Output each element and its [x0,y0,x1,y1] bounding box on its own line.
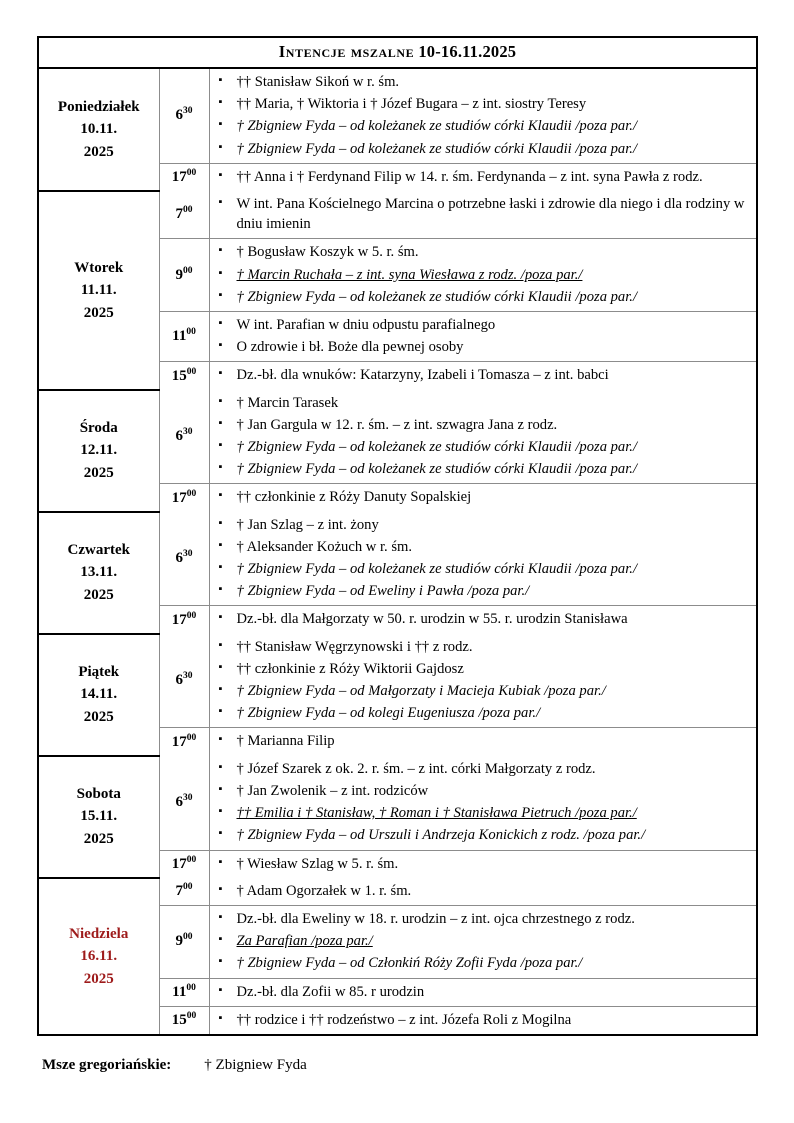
intentions-cell [209,905,757,978]
day-date: 11.11. [80,282,117,299]
intentions-cell [209,878,757,906]
table-row [38,191,757,239]
mass-time-minutes: 00 [183,205,193,216]
intention-item: ▪ †† Stanisław Węgrzynowski i †† z rodz. [214,636,751,658]
mass-time-minutes: 30 [183,427,193,438]
day-date: 15.11. [80,808,118,825]
day-cell-środa [38,390,159,512]
intentions-list [214,166,751,188]
intentions-cell [209,362,757,390]
intentions-list [214,193,751,235]
intention-item: ▪ † Zbigniew Fyda – od koleżanek ze studiów córki Klaudii /poza par./ [214,436,751,458]
day-name: Piątek [78,663,120,680]
intentions-list [214,636,751,725]
intention-item: ▪ † Zbigniew Fyda – od kolegi Eugeniusza /poza par./ [214,702,751,724]
mass-time-hour: 11 [172,983,187,1000]
table-row [38,390,757,484]
day-name: Wtorek [74,259,124,276]
intention-item: ▪ O zdrowie i bł. Boże dla pewnej osoby [214,336,751,358]
mass-time [159,390,209,484]
intentions-list [214,981,751,1003]
intention-item: ▪ † Aleksander Kożuch w r. śm. [214,536,751,558]
intentions-list [214,514,751,603]
day-year: 2025 [83,143,114,160]
mass-time-minutes: 00 [183,881,193,892]
table-row [38,878,757,906]
intention-item: ▪ Dz.-bł. dla Eweliny w 18. r. urodzin – z int. ojca chrzestnego z rodz. [214,908,751,930]
intentions-cell [209,634,757,728]
mass-time [159,728,209,756]
intention-item: ▪ W int. Pana Kościelnego Marcina o potrzebne łaski i zdrowie dla niego i dla rodziny w dniu imienin [214,193,751,235]
intention-item: ▪ † Zbigniew Fyda – od koleżanek ze studiów córki Klaudii /poza par./ [214,138,751,160]
intention-item: ▪ † Bogusław Koszyk w 5. r. śm. [214,241,751,263]
day-cell-sobota [38,756,159,878]
mass-time [159,850,209,878]
intentions-cell [209,163,757,191]
mass-time-minutes: 00 [186,854,197,865]
intention-item: ▪ † Zbigniew Fyda – od koleżanek ze studiów córki Klaudii /poza par./ [214,286,751,308]
mass-time-hour: 6 [175,794,183,811]
day-year: 2025 [83,586,114,603]
intentions-cell [209,68,757,163]
mass-time-minutes: 00 [186,488,197,499]
intentions-list [214,71,751,160]
day-date: 14.11. [80,686,118,703]
mass-time-hour: 7 [175,882,183,899]
intentions-list [214,758,751,847]
mass-time [159,239,209,312]
day-cell-czwartek [38,512,159,634]
intentions-cell [209,978,757,1006]
intention-text: †† Emilia i † Stanisław, † Roman i † Stanisława Pietruch /poza par./ [236,805,637,822]
mass-time [159,606,209,634]
intention-item [214,802,751,824]
mass-time [159,484,209,512]
intention-item: ▪ † Zbigniew Fyda – od Członkiń Róży Zofii Fyda /poza par./ [214,952,751,974]
mass-time [159,191,209,239]
day-year: 2025 [83,830,114,847]
table-row [38,68,757,163]
intention-item [214,264,751,286]
mass-time [159,878,209,906]
intention-item: ▪ † Jan Szlag – z int. żony [214,514,751,536]
intentions-cell [209,239,757,312]
table-row [38,512,757,606]
mass-time-hour: 6 [175,672,183,689]
intentions-cell [209,512,757,606]
day-cell-wtorek [38,191,159,390]
mass-time-minutes: 30 [183,671,193,682]
table-body [38,37,757,1035]
intention-item: ▪ † Marianna Filip [214,730,751,752]
intentions-list [214,392,751,481]
intention-text: Za Parafian /poza par./ [236,933,373,950]
mass-time-minutes: 00 [183,932,193,943]
mass-time-minutes: 00 [186,167,197,178]
intentions-list [214,908,751,975]
intention-item: ▪ † Józef Szarek z ok. 2. r. śm. – z int. córki Małgorzaty z rodz. [214,758,751,780]
mass-time [159,68,209,163]
day-name: Środa [79,419,118,436]
intentions-list [214,730,751,752]
intentions-list [214,486,751,508]
intentions-cell [209,756,757,850]
intention-item: ▪ † Jan Gargula w 12. r. śm. – z int. szwagra Jana z rodz. [214,414,751,436]
table-row [38,634,757,728]
intention-item: ▪ †† Anna i † Ferdynand Filip w 14. r. śm. Ferdynanda – z int. syna Pawła z rodz. [214,166,751,188]
mass-time [159,163,209,191]
mass-time-minutes: 00 [186,366,197,377]
mass-time-minutes: 00 [183,265,193,276]
intentions-cell [209,850,757,878]
intention-item: ▪ † Jan Zwolenik – z int. rodziców [214,780,751,802]
intentions-cell [209,484,757,512]
intentions-cell [209,390,757,484]
page-title [38,37,757,68]
mass-time [159,362,209,390]
intention-item: ▪ Dz.-bł. dla Zofii w 85. r urodzin [214,981,751,1003]
title-row [38,37,757,68]
intention-item [214,930,751,952]
mass-time [159,312,209,362]
intentions-list [214,880,751,902]
intentions-cell [209,1006,757,1035]
intentions-cell [209,312,757,362]
mass-time-minutes: 30 [183,793,193,804]
day-year: 2025 [83,304,114,321]
title-prefix: Intencje mszalne [278,42,415,61]
day-date: 12.11. [80,442,118,459]
day-cell-niedziela [38,878,159,1035]
intention-item: ▪ †† rodzice i †† rodzeństwo – z int. Józefa Roli z Mogilna [214,1009,751,1031]
intention-item: ▪ † Zbigniew Fyda – od Urszuli i Andrzeja Konickich z rodz. /poza par./ [214,824,751,846]
mass-time-hour: 6 [175,550,183,567]
title-date: 10-16.11.2025 [418,42,517,61]
mass-time-hour: 15 [171,367,187,384]
day-year: 2025 [83,464,114,481]
intention-item: ▪ †† Maria, † Wiktoria i † Józef Bugara – z int. siostry Teresy [214,93,751,115]
day-date: 10.11. [80,121,118,138]
intentions-cell [209,728,757,756]
mass-time-hour: 17 [171,168,187,185]
mass-time-hour: 17 [171,611,187,628]
mass-time-hour: 6 [175,428,183,445]
intention-item: ▪ †† członkinie z Róży Wiktorii Gajdosz [214,658,751,680]
intentions-cell [209,606,757,634]
intentions-list [214,314,751,358]
intentions-list [214,608,751,630]
gregorian-masses-label: Msze gregoriańskie: [42,1056,172,1073]
day-date: 13.11. [80,564,118,581]
mass-time [159,634,209,728]
table-row [38,756,757,850]
mass-time [159,905,209,978]
intention-item: ▪ †† członkinie z Róży Danuty Sopalskiej [214,486,751,508]
day-date: 16.11. [80,948,118,965]
mass-time-minutes: 30 [183,549,193,560]
intention-item: ▪ † Zbigniew Fyda – od koleżanek ze studiów córki Klaudii /poza par./ [214,558,751,580]
mass-time-minutes: 30 [183,106,193,117]
mass-time-hour: 11 [172,328,187,345]
intention-item: ▪ † Zbigniew Fyda – od Eweliny i Pawła /poza par./ [214,580,751,602]
mass-time-minutes: 00 [186,610,197,621]
day-name: Poniedziałek [57,98,140,115]
mass-time-hour: 9 [175,266,183,283]
mass-time-hour: 17 [171,855,187,872]
day-name: Czwartek [67,541,130,558]
intention-item: ▪ W int. Parafian w dniu odpustu parafialnego [214,314,751,336]
mass-time [159,756,209,850]
mass-time-hour: 6 [175,107,183,124]
intentions-list [214,364,751,386]
mass-time-minutes: 00 [186,982,196,993]
mass-time-hour: 7 [175,206,183,223]
intention-item: ▪ † Adam Ogorzałek w 1. r. śm. [214,880,751,902]
intentions-list [214,853,751,875]
intention-text: † Marcin Ruchała – z int. syna Wiesława z rodz. /poza par./ [236,266,583,283]
mass-time [159,978,209,1006]
mass-intentions-table [37,36,758,1036]
mass-time-hour: 17 [171,489,187,506]
mass-time-hour: 9 [175,933,183,950]
mass-time-minutes: 00 [186,1010,197,1021]
intentions-cell [209,191,757,239]
gregorian-masses-value: † Zbigniew Fyda [204,1056,307,1073]
intentions-list [214,241,751,308]
mass-time-minutes: 00 [186,732,197,743]
intention-item: ▪ † Marcin Tarasek [214,392,751,414]
day-name: Niedziela [69,925,129,942]
day-cell-piątek [38,634,159,756]
gregorian-masses-footer [37,1057,756,1074]
intention-item: ▪ † Zbigniew Fyda – od Małgorzaty i Macieja Kubiak /poza par./ [214,680,751,702]
mass-time-hour: 17 [171,733,187,750]
day-cell-poniedziałek [38,68,159,191]
day-year: 2025 [83,970,114,987]
intention-item: ▪ Dz.-bł. dla wnuków: Katarzyny, Izabeli i Tomasza – z int. babci [214,364,751,386]
mass-time [159,512,209,606]
intention-item: ▪ † Wiesław Szlag w 5. r. śm. [214,853,751,875]
mass-time [159,1006,209,1035]
intention-item: ▪ † Zbigniew Fyda – od koleżanek ze studiów córki Klaudii /poza par./ [214,115,751,137]
intention-item: ▪ †† Stanisław Sikoń w r. śm. [214,71,751,93]
day-year: 2025 [83,708,114,725]
mass-time-minutes: 00 [186,327,196,338]
intentions-list [214,1009,751,1031]
intention-item: ▪ † Zbigniew Fyda – od koleżanek ze studiów córki Klaudii /poza par./ [214,458,751,480]
day-name: Sobota [76,785,121,802]
intention-item: ▪ Dz.-bł. dla Małgorzaty w 50. r. urodzin w 55. r. urodzin Stanisława [214,608,751,630]
mass-time-hour: 15 [171,1011,187,1028]
